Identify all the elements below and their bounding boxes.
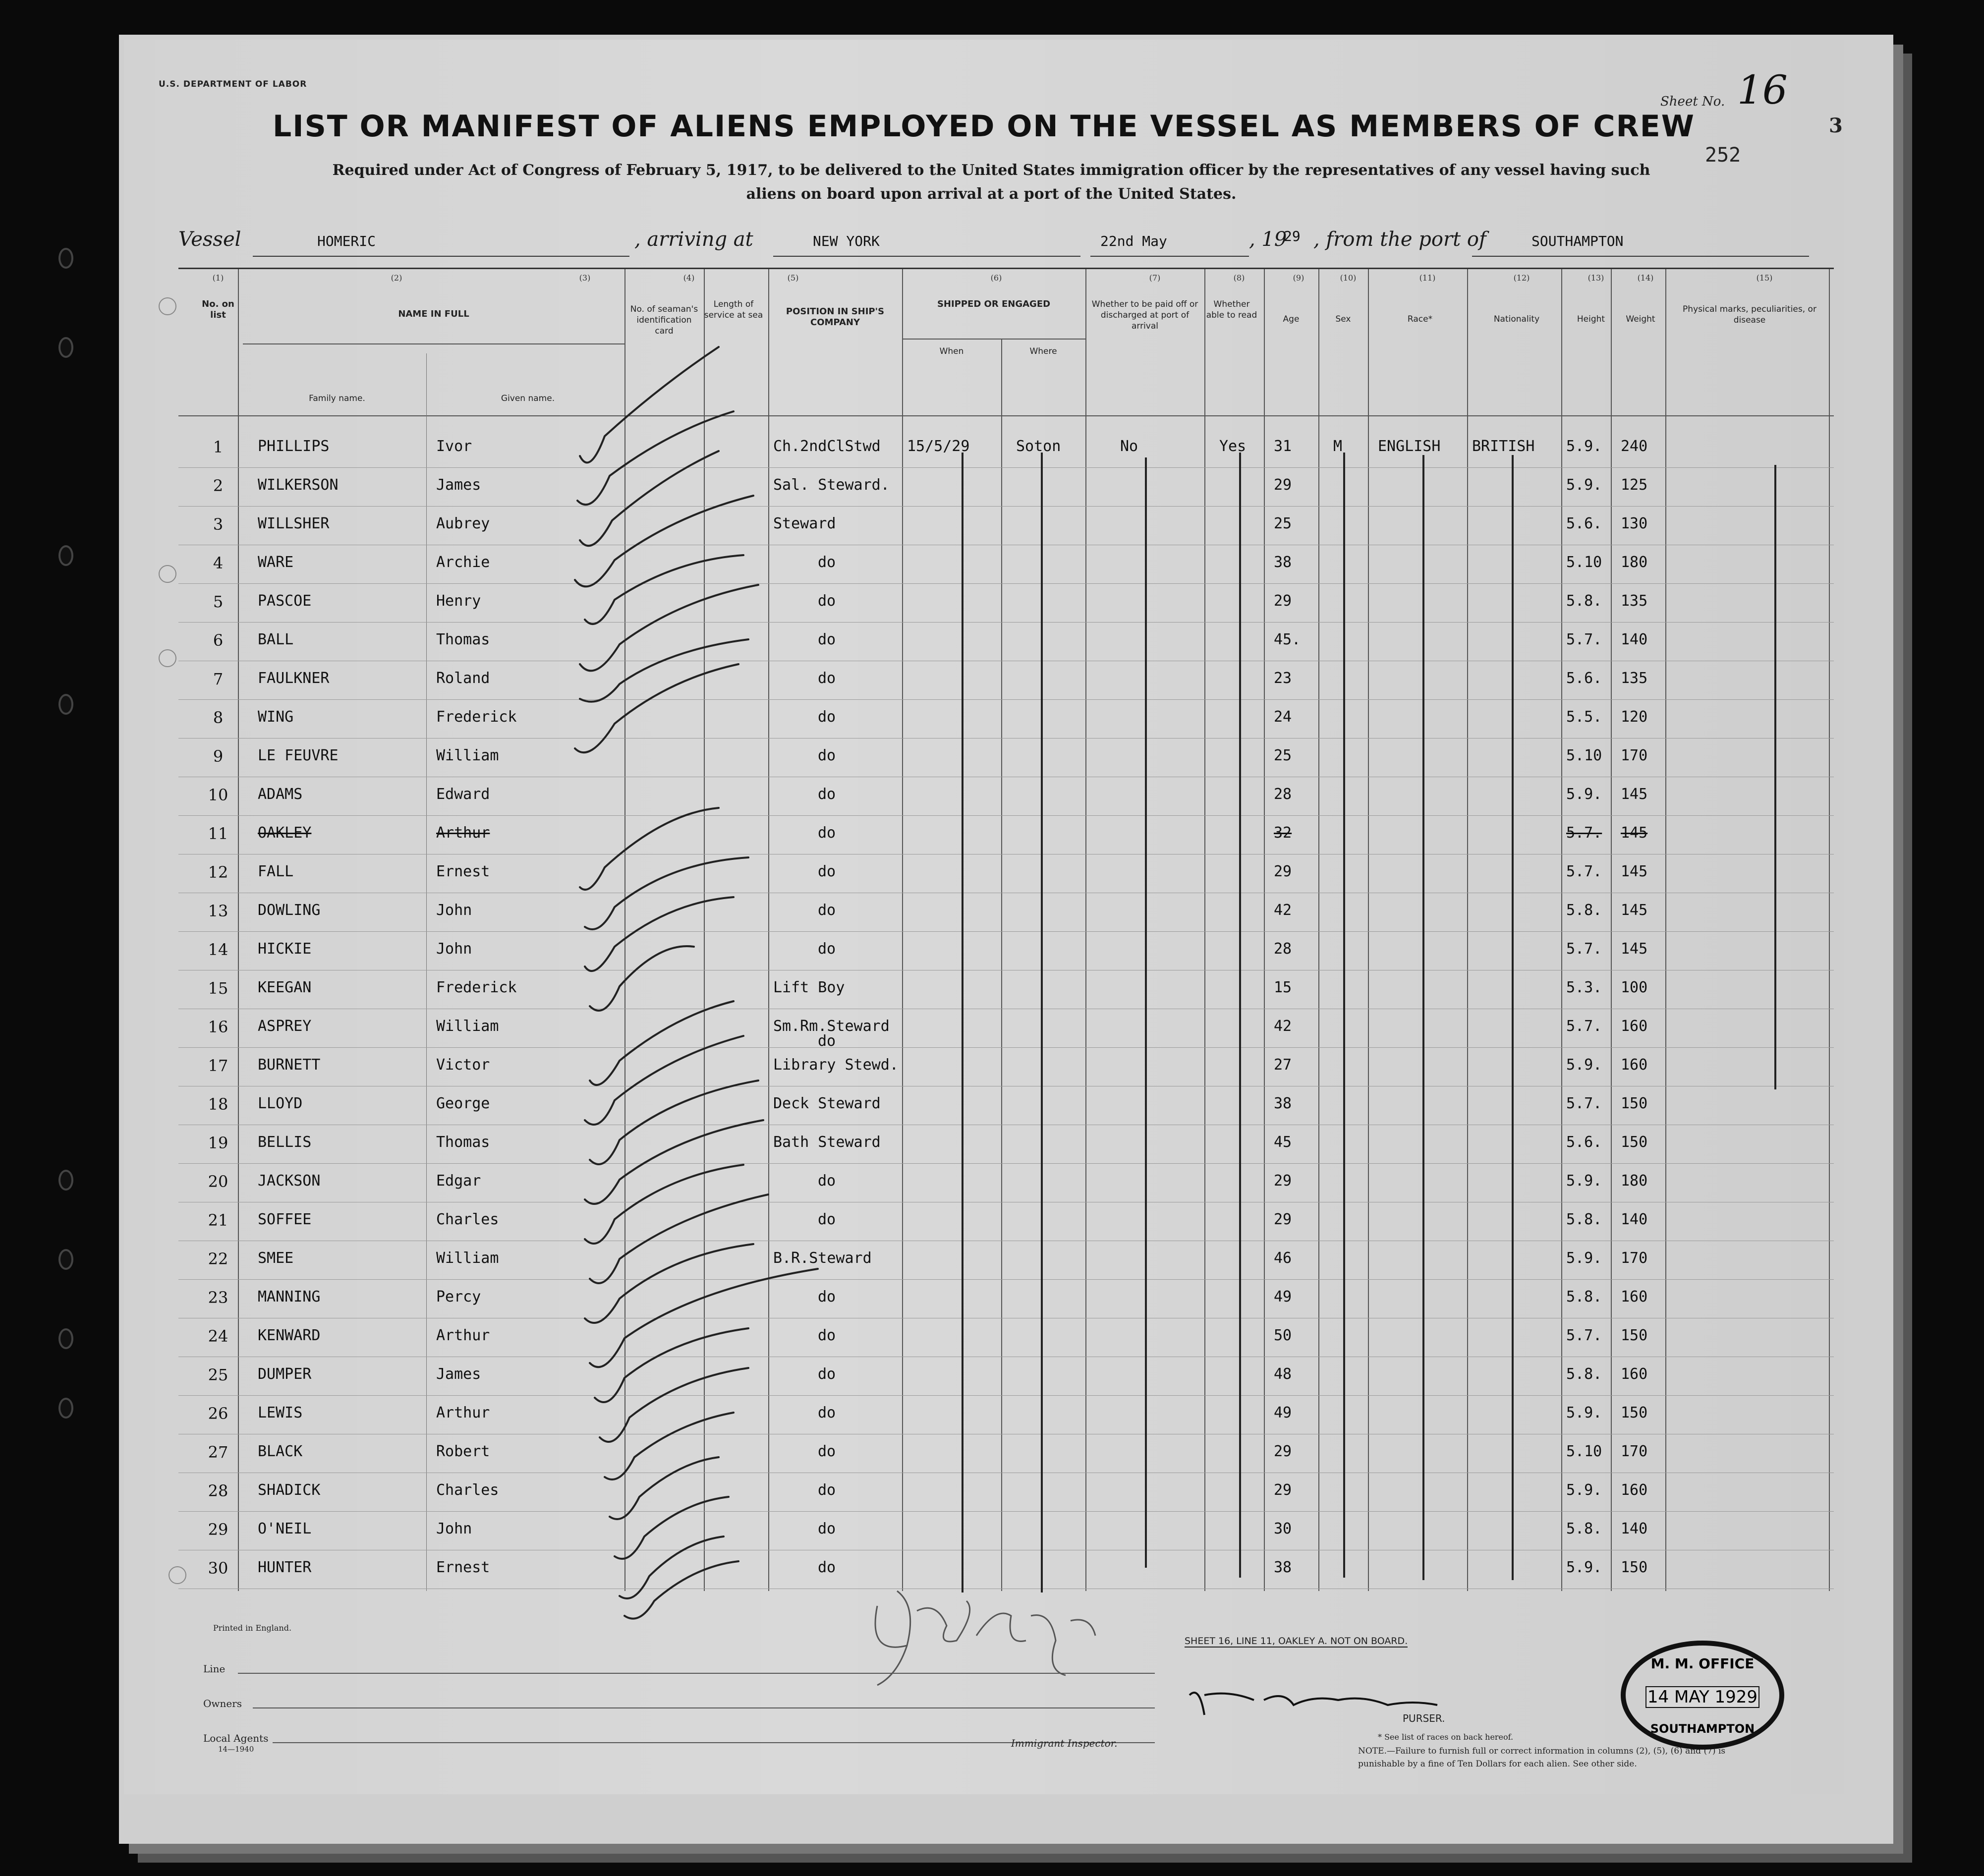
cell-height: 5.8. [1566,902,1602,919]
cell-age: 46 [1274,1250,1292,1267]
cell-position: do [818,1365,836,1383]
cell-age: 49 [1274,1288,1292,1306]
cell-height: 5.7. [1566,1018,1602,1035]
cell-age: 50 [1274,1327,1292,1344]
cell-family: SHADICK [258,1481,321,1499]
cell-position: Sm.Rm.Steward [773,1018,890,1035]
cell-family: SMEE [258,1250,294,1267]
row-rule [178,1279,1834,1280]
manifest-sheet [124,40,1844,1794]
cell-height: 5.9. [1566,786,1602,803]
cell-age: 23 [1274,670,1292,687]
cell-no: 11 [208,824,228,843]
cell-height: 5.8. [1566,1211,1602,1228]
col-num-8: (8) [1233,273,1245,283]
cell-no: 14 [208,940,228,959]
cell-age: 29 [1274,1211,1292,1228]
cell-family: KENWARD [258,1327,321,1344]
vessel-name: HOMERIC [317,233,376,249]
cell-given: Archie [436,554,490,571]
col-num-5: (5) [787,273,799,283]
cell-family: PHILLIPS [258,438,330,455]
cell-height: 5.9. [1566,1404,1602,1421]
cell-height: 5.8. [1566,1520,1602,1537]
cell-height: 5.7. [1566,631,1602,648]
cell-height: 5.5. [1566,708,1602,726]
cell-weight: 170 [1621,1250,1648,1267]
cell-position: do [818,1481,836,1499]
cell-family: FALL [258,863,294,880]
col-num-9: (9) [1293,273,1304,283]
cell-position: do [818,824,836,842]
header-no-on-list: No. on list [202,299,234,320]
cell-position: Steward [773,515,836,532]
cell-position: do [818,1559,836,1576]
cell-no: 1 [213,438,224,456]
cell-weight: 135 [1621,670,1648,687]
cell-weight: 170 [1621,1443,1648,1460]
cell-weight: 120 [1621,708,1648,726]
cell-family: BALL [258,631,294,648]
cell-height: 5.6. [1566,670,1602,687]
cell-no: 17 [208,1056,228,1075]
cell-age: 31 [1274,438,1292,455]
cell-given: Arthur [436,1327,490,1344]
cell-position: Bath Steward [773,1134,881,1151]
cell-no: 27 [208,1443,228,1462]
cell-where: Soton [1016,438,1061,455]
cell-family: HUNTER [258,1559,312,1576]
cell-height: 5.9. [1566,1056,1602,1074]
col-num-15: (15) [1756,273,1773,283]
crew-table [178,268,1834,1591]
cell-position: Deck Steward [773,1095,881,1112]
cell-weight: 160 [1621,1365,1648,1383]
cell-position: do [818,786,836,803]
col-num-14: (14) [1637,273,1654,283]
cell-age: 29 [1274,863,1292,880]
cell-age: 38 [1274,554,1292,571]
cell-age: 49 [1274,1404,1292,1421]
cell-height: 5.3. [1566,979,1602,996]
edge-digit: 3 [1829,114,1843,137]
form-number: 14—1940 [218,1745,254,1754]
cell-given: Thomas [436,1134,490,1151]
cell-family: KEEGAN [258,979,312,996]
cell-height: 5.7. [1566,940,1602,958]
cell-weight: 180 [1621,554,1648,571]
cell-no: 30 [208,1559,228,1578]
cell-age: 29 [1274,476,1292,494]
cell-weight: 160 [1621,1288,1648,1306]
cell-no: 8 [213,708,224,727]
cell-height: 5.9. [1566,1559,1602,1576]
cell-weight: 140 [1621,631,1648,648]
cell-height: 5.7. [1566,863,1602,880]
cell-age: 29 [1274,1481,1292,1499]
cell-family: JACKSON [258,1172,321,1190]
cell-age: 29 [1274,1172,1292,1190]
vessel-label: Vessel [178,228,241,251]
col-num-10: (10) [1340,273,1357,283]
cell-given: William [436,747,499,764]
cell-position: Sal. Steward. [773,476,890,494]
cell-family: ASPREY [258,1018,312,1035]
row-rule [178,622,1834,623]
cell-height: 5.6. [1566,515,1602,532]
cell-family: BLACK [258,1443,303,1460]
cell-given: Charles [436,1481,499,1499]
header-paid-off: Whether to be paid off or discharged at port of arrival [1091,299,1198,331]
stamp-location: SOUTHAMPTON [1650,1722,1755,1736]
row-rule [178,467,1834,468]
cell-position: do [818,902,836,919]
cell-height: 5.7. [1566,1327,1602,1344]
cell-given: Ivor [436,438,472,455]
cell-weight: 170 [1621,747,1648,764]
header-shipped-engaged: SHIPPED OR ENGAGED [937,299,1051,309]
cell-position: B.R.Steward [773,1250,872,1267]
cell-family: WING [258,708,294,726]
cell-age: 27 [1274,1056,1292,1074]
cell-paid-off: No [1120,438,1138,455]
cell-age: 32 [1274,824,1292,842]
cell-weight: 145 [1621,940,1648,958]
cell-given: Aubrey [436,515,490,532]
cell-when: 15/5/29 [907,438,970,455]
cell-no: 10 [208,786,228,804]
penalty-note: NOTE.—Failure to furnish full or correct information in columns (2), (5), (6) and (7) is punishable by a fine of Ten Dollars for each alien. See other side. [1358,1746,1726,1769]
cell-given: Ernest [436,863,490,880]
cell-no: 29 [208,1520,228,1539]
row-rule [178,1511,1834,1512]
cell-no: 24 [208,1327,228,1346]
cell-no: 21 [208,1211,228,1230]
col-num-6: (6) [990,273,1002,283]
cell-age: 25 [1274,515,1292,532]
cell-no: 18 [208,1095,228,1114]
office-stamp [1621,1641,1784,1750]
cell-position: Ch.2ndClStwd [773,438,881,455]
cell-family: BELLIS [258,1134,312,1151]
cell-position: do [818,1172,836,1190]
header-length-of-service: Length of service at sea [704,299,763,320]
cell-position: Lift Boy [773,979,845,996]
cell-given: Victor [436,1056,490,1074]
cell-position: do [818,1520,836,1537]
cell-weight: 160 [1621,1481,1648,1499]
local-agents-label: Local Agents [203,1732,269,1744]
header-seaman-card: No. of seaman's identification card [630,304,698,336]
cell-position: do [818,1404,836,1421]
races-note: * See list of races on back hereof. [1378,1732,1514,1742]
cell-position: do [818,631,836,648]
cell-no: 3 [213,515,224,534]
row-rule [178,506,1834,507]
cell-given: Ernest [436,1559,490,1576]
arrival-date: 22nd May [1100,233,1167,249]
cell-no: 5 [213,592,224,611]
cell-weight: 130 [1621,515,1648,532]
cell-read: Yes [1219,438,1247,455]
cell-given: Thomas [436,631,490,648]
cell-height: 5.9. [1566,1250,1602,1267]
cell-position: do [818,1211,836,1228]
printed-in-england: Printed in England. [213,1623,292,1633]
cell-age: 15 [1274,979,1292,996]
cell-height: 5.7. [1566,1095,1602,1112]
stamp-office: M. M. OFFICE [1650,1655,1755,1672]
cell-no: 6 [213,631,224,650]
cell-position: do [818,670,836,687]
cell-age: 48 [1274,1365,1292,1383]
cell-age: 28 [1274,940,1292,958]
header-physical-marks: Physical marks, peculiarities, or disease [1683,304,1816,325]
row-rule [178,1395,1834,1396]
cell-position: do [818,554,836,571]
cell-height: 5.7. [1566,824,1602,842]
cell-height: 5.8. [1566,592,1602,610]
cell-family: FAULKNER [258,670,330,687]
cell-age: 38 [1274,1559,1292,1576]
cell-given: John [436,902,472,919]
cell-age: 29 [1274,1443,1292,1460]
cell-family: LLOYD [258,1095,303,1112]
cell-position: do [818,747,836,764]
cell-no: 13 [208,902,228,920]
cell-position: do [818,940,836,958]
cell-family: LE FEUVRE [258,747,339,764]
document-title: LIST OR MANIFEST OF ALIENS EMPLOYED ON THE VESSEL AS MEMBERS OF CREW [273,109,1695,144]
cell-no: 2 [213,476,224,495]
voyage-details [124,228,1849,258]
sheet-number-label: Sheet No. [1660,94,1725,109]
cell-position: do [818,592,836,610]
cell-position: do [818,1327,836,1344]
cell-age: 42 [1274,902,1292,919]
cell-no: 16 [208,1018,228,1036]
col-num-7: (7) [1149,273,1161,283]
cell-age: 29 [1274,592,1292,610]
document-subtitle: Required under Act of Congress of February 5, 1917, to be delivered to the United States immigration officer by the representatives of any vessel having such aliens on board upon arrival at a port of the United States. [332,162,1650,203]
cell-no: 20 [208,1172,228,1191]
cell-height: 5.10 [1566,554,1602,571]
cell-no: 25 [208,1365,228,1384]
cell-weight: 150 [1621,1327,1648,1344]
header-race: Race* [1407,314,1433,324]
purser-label: PURSER. [1403,1712,1445,1724]
cell-family: BURNETT [258,1056,321,1074]
row-rule [178,931,1834,932]
cell-family: HICKIE [258,940,312,958]
cell-no: 9 [213,747,224,766]
cell-age: 42 [1274,1018,1292,1035]
cell-given: Charles [436,1211,499,1228]
cell-given: John [436,940,472,958]
oakley-note: SHEET 16, LINE 11, OAKLEY A. NOT ON BOARD. [1185,1636,1408,1647]
cell-no: 12 [208,863,228,882]
col-num-13: (13) [1587,273,1604,283]
year-prefix: , 19 [1249,228,1287,251]
cell-weight: 150 [1621,1559,1648,1576]
cell-weight: 140 [1621,1520,1648,1537]
cell-no: 23 [208,1288,228,1307]
col-num-11: (11) [1419,273,1436,283]
cell-age: 30 [1274,1520,1292,1537]
cell-position: do [818,1288,836,1306]
col-num-4: (4) [683,273,695,283]
cell-age: 25 [1274,747,1292,764]
cell-no: 28 [208,1481,228,1500]
cell-given: Edgar [436,1172,481,1190]
cell-race: ENGLISH [1378,438,1441,455]
cell-weight: 135 [1621,592,1648,610]
cell-given: Roland [436,670,490,687]
cell-no: 15 [208,979,228,998]
cell-weight: 160 [1621,1056,1648,1074]
cell-position: do [818,708,836,726]
cell-family: PASCOE [258,592,312,610]
stamp-date: 14 MAY 1929 [1645,1686,1759,1708]
cell-family: ADAMS [258,786,303,803]
cell-sex: M [1333,438,1343,455]
cell-weight: 140 [1621,1211,1648,1228]
cell-given: George [436,1095,490,1112]
row-rule [178,699,1834,700]
cell-family: DOWLING [258,902,321,919]
col-num-1: (1) [212,273,224,283]
cell-age: 45 [1274,1134,1292,1151]
cell-no: 26 [208,1404,228,1423]
cell-family: DUMPER [258,1365,312,1383]
cell-weight: 150 [1621,1134,1648,1151]
cell-weight: 180 [1621,1172,1648,1190]
cell-position: do [818,1443,836,1460]
arrival-year: 29 [1284,228,1301,244]
cell-no: 22 [208,1250,228,1268]
header-position: POSITION IN SHIP'S COMPANY [786,306,885,328]
header-name-in-full: NAME IN FULL [398,309,469,319]
cell-given: Robert [436,1443,490,1460]
cell-weight: 160 [1621,1018,1648,1035]
immigrant-inspector-label: Immigrant Inspector. [1011,1737,1118,1749]
cell-weight: 145 [1621,786,1648,803]
cell-age: 24 [1274,708,1292,726]
cell-family: MANNING [258,1288,321,1306]
cell-age: 28 [1274,786,1292,803]
cell-height: 5.8. [1566,1365,1602,1383]
cell-no: 7 [213,670,224,688]
owners-label: Owners [203,1698,242,1709]
cell-height: 5.10 [1566,747,1602,764]
cell-given: John [436,1520,472,1537]
row-rule [178,1047,1834,1048]
row-rule [178,815,1834,816]
cell-given: Frederick [436,708,517,726]
header-able-to-read: Whether able to read [1206,299,1257,320]
cell-given: Percy [436,1288,481,1306]
cell-family: WARE [258,554,294,571]
cell-given: Frederick [436,979,517,996]
cell-given: William [436,1250,499,1267]
cell-position: do [818,863,836,880]
cell-age: 38 [1274,1095,1292,1112]
cell-weight: 125 [1621,476,1648,494]
cell-family: O'NEIL [258,1520,312,1537]
header-height: Height [1577,314,1605,324]
header-age: Age [1283,314,1300,324]
cell-family: SOFFEE [258,1211,312,1228]
header-where: Where [1029,346,1057,356]
cell-position-ditto: do [818,1032,836,1050]
cell-weight: 150 [1621,1404,1648,1421]
col-num-2: (2) [391,273,402,283]
cell-height: 5.8. [1566,1288,1602,1306]
header-given-name: Given name. [501,394,555,403]
header-family-name: Family name. [309,394,365,403]
header-when: When [939,346,964,356]
cell-height: 5.6. [1566,1134,1602,1151]
cell-given: Arthur [436,1404,490,1421]
cell-given: Edward [436,786,490,803]
cell-family: LEWIS [258,1404,303,1421]
header-weight: Weight [1626,314,1655,324]
arrival-port: NEW YORK [813,233,880,249]
arriving-label: , arriving at [634,228,753,251]
cell-given: Henry [436,592,481,610]
cell-given: James [436,1365,481,1383]
cell-position: Library Stewd. [773,1056,899,1074]
cell-family: WILLSHER [258,515,330,532]
cell-age: 45. [1274,631,1301,648]
cell-family: WILKERSON [258,476,339,494]
cell-height: 5.9. [1566,1172,1602,1190]
row-rule [178,1163,1834,1164]
cell-no: 4 [213,554,224,572]
departure-port: SOUTHAMPTON [1531,233,1624,249]
cell-no: 19 [208,1134,228,1152]
row-rule [178,583,1834,584]
department-heading: U.S. DEPARTMENT OF LABOR [159,79,307,89]
cell-given: James [436,476,481,494]
cell-weight: 145 [1621,902,1648,919]
col-num-3: (3) [579,273,591,283]
cell-height: 5.10 [1566,1443,1602,1460]
line-label: Line [203,1663,226,1675]
row-rule [178,738,1834,739]
cell-weight: 150 [1621,1095,1648,1112]
cell-weight: 145 [1621,863,1648,880]
cell-family: OAKLEY [258,824,312,842]
cell-weight: 240 [1621,438,1648,455]
cell-height: 5.9. [1566,1481,1602,1499]
cell-weight: 100 [1621,979,1648,996]
page-number: 252 [1705,144,1741,167]
col-num-12: (12) [1513,273,1530,283]
header-sex: Sex [1335,314,1351,324]
cell-weight: 145 [1621,824,1648,842]
cell-height: 5.9. [1566,476,1602,494]
cell-given: Arthur [436,824,490,842]
header-nationality: Nationality [1493,314,1540,324]
sheet-number: 16 [1737,67,1788,113]
cell-nationality: BRITISH [1472,438,1535,455]
cell-height: 5.9. [1566,438,1602,455]
cell-given: William [436,1018,499,1035]
from-port-label: , from the port of [1313,228,1486,251]
